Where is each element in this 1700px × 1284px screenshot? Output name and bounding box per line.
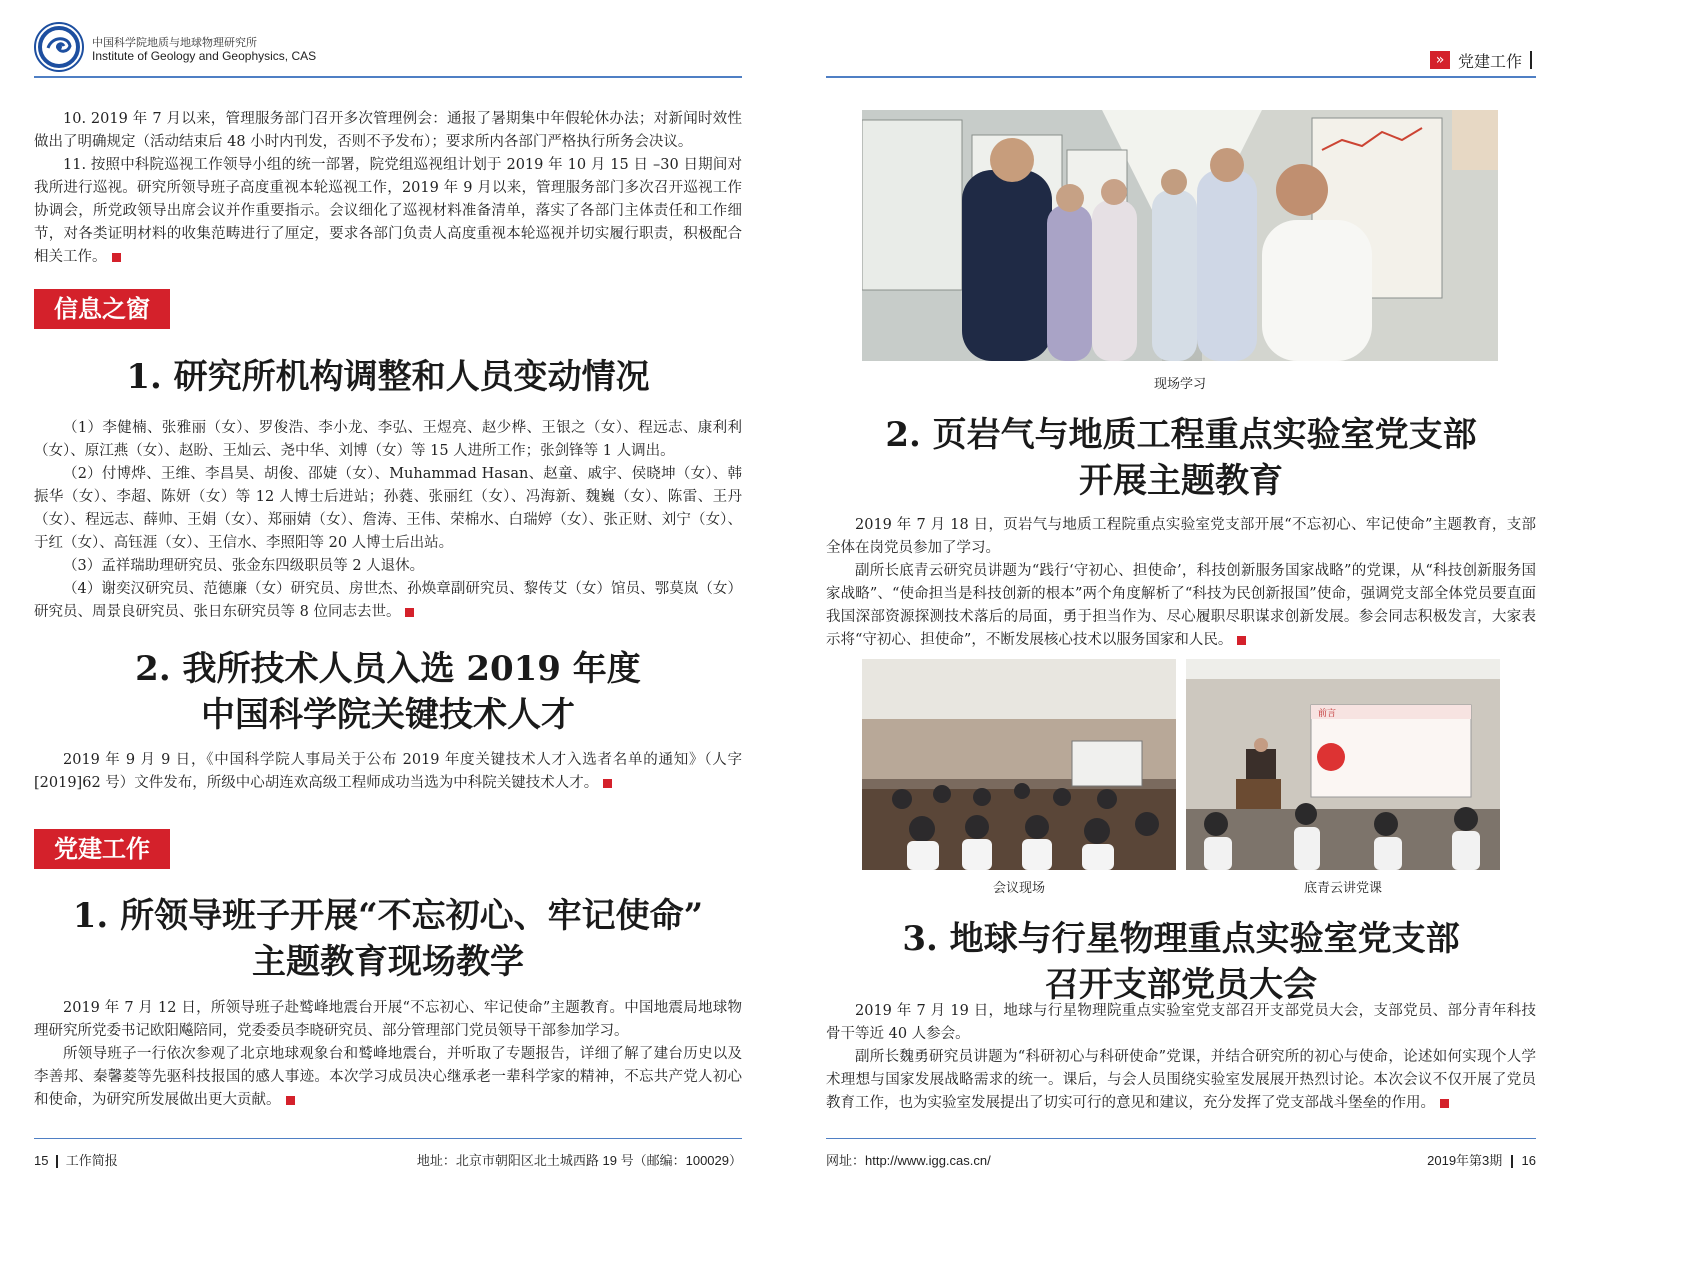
header-org-en: Institute of Geology and Geophysics, CAS — [92, 49, 317, 63]
lecture-slide-title: 前言 — [1318, 708, 1337, 718]
info-article1-para-3: （3）孟祥瑞助理研究员、张金东四级职员等 2 人退休。 — [63, 558, 425, 574]
section-label-party: 党建工作 — [34, 829, 170, 869]
photo-field-study — [862, 110, 1498, 361]
footer-divider — [56, 1155, 58, 1168]
party-article1-para-2-wrap — [34, 1043, 742, 1112]
footer-rule-left — [34, 1138, 742, 1139]
footer-page-right: 16 — [1521, 1153, 1536, 1168]
right-article2-title-line2: 开展主题教育 — [1079, 461, 1283, 501]
intro-para-2-wrap — [34, 154, 742, 269]
right-article2-title-line1: 2. 页岩气与地质工程重点实验室党支部 — [885, 415, 1477, 455]
right-article3-title-line2: 召开支部党员大会 — [1045, 965, 1317, 1005]
info-article2-para-1: 2019 年 9 月 9 日，《中国科学院人事局关于公布 2019 年度关键技术人才入选者名单的通知》（人字 [2019]62 号）文件发布，所级中心胡连欢高级工程师成功当选为中科院关键技术人才。 — [34, 752, 742, 791]
footer-address: 地址：北京市朝阳区北土城西路 19 号（邮编：100029） — [416, 1153, 742, 1168]
section-tag-bar — [1530, 51, 1532, 69]
info-article1-para-4: （4）谢奕汉研究员、范德廉（女）研究员、房世杰、孙焕章副研究员、黎传艾（女）馆员、鄂莫岚（女）研究员、周景良研究员、张日东研究员等 8 位同志去世。 — [34, 581, 742, 620]
left-intro — [34, 108, 742, 269]
photo-field-study-caption: 现场学习 — [1153, 377, 1206, 392]
right-article2-body — [826, 514, 1536, 652]
info-article1-title: 1. 研究所机构调整和人员变动情况 — [126, 357, 650, 397]
end-mark-icon — [405, 608, 414, 617]
info-article1-body — [34, 417, 742, 624]
photo-lecture-caption: 底青云讲党课 — [1303, 881, 1382, 896]
end-mark-icon — [286, 1096, 295, 1105]
right-article3-para-1: 2019 年 7 月 19 日，地球与行星物理院重点实验室党支部召开支部党员大会，支部党员、部分青年科技骨干等近 40 人参会。 — [826, 1003, 1536, 1042]
end-mark-icon — [1237, 636, 1246, 645]
end-mark-icon — [603, 779, 612, 788]
photo-lecture — [1186, 659, 1500, 870]
footer-right — [826, 1150, 1536, 1170]
info-article2-title — [34, 646, 742, 738]
party-article1-title-line2: 主题教育现场教学 — [252, 942, 524, 982]
info-article2-para-1-wrap — [34, 749, 742, 795]
footer-page-left: 15 — [34, 1153, 49, 1168]
party-article1-para-1: 2019 年 7 月 12 日，所领导班子赴鹫峰地震台开展“不忘初心、牢记使命”主题教育。中国地震局地球物理研究所党委书记欧阳飚陪同，党委委员李晓研究员、部分管理部门党员领导干部参加学习。 — [34, 1000, 742, 1039]
party-article1-body — [34, 997, 742, 1112]
header-org-cn: 中国科学院地质与地球物理研究所 — [92, 37, 257, 49]
info-article2-title-line2: 中国科学院关键技术人才 — [201, 695, 575, 735]
right-article3-para-2: 副所长魏勇研究员讲题为“科研初心与科研使命”党课，并结合研究所的初心与使命，论述如何实现个人学术理想与国家发展战略需求的统一。课后，与会人员围绕实验室发展展开热烈讨论。本次会议不仅开展了党员教育工作，也为实验室发展提出了切实可行的意见和建议，充分发挥了党支部战斗堡垒的作用。 — [826, 1049, 1536, 1111]
right-article2-para-2-wrap — [826, 560, 1536, 652]
header-rule-left — [34, 76, 742, 78]
party-article1-para-2: 所领导班子一行依次参观了北京地球观象台和鹫峰地震台，并听取了专题报告，详细了解了建台历史以及李善邦、秦馨菱等先驱科技报国的感人事迹。本次学习成员决心继承老一辈科学家的精神，不忘共产党人初心和使命，为研究所发展做出更大贡献。 — [34, 1046, 742, 1108]
photo-meeting — [862, 659, 1176, 870]
footer-right-meta — [1427, 1150, 1536, 1169]
header-rule-right — [826, 76, 1536, 78]
info-article1-para-4-wrap — [34, 578, 742, 624]
right-article2-para-1: 2019 年 7 月 18 日，页岩气与地质工程院重点实验室党支部开展“不忘初心、牢记使命”主题教育，支部全体在岗党员参加了学习。 — [826, 517, 1536, 556]
right-article3-title — [826, 916, 1536, 1008]
party-article1-title — [34, 893, 742, 985]
info-article2-body — [34, 749, 742, 795]
info-article1-para-2: （2）付博烨、王维、李昌昊、胡俊、邵婕（女）、Muhammad Hasan、赵童、戚宇、侯晓坤（女）、韩振华（女）、李超、陈妍（女）等 12 人博士后进站；孙蕤、张丽红（女）、冯海新、魏巍（女）、陈雷、王丹（女）、程远志、薛帅、王娟（女）、郑丽婧（女）、詹涛、王伟、荣棉水、白瑞婷（女）、张正财、刘宁（女）、于红（女）、高钰涯（女）、王信水、李照阳等 20 人博士后出站。 — [34, 466, 742, 551]
right-article2-para-2: 副所长底青云研究员讲题为“践行‘守初心、担使命’，科技创新服务国家战略”的党课，从“科技创新服务国家战略”、“使命担当是科技创新的根本”两个角度解析了“科技为民创新报国”使命，强调党支部全体党员要直面我国深部资源探测技术落后的局面，勇于担当作为、尽心履职尽职谋求创新发展。参会同志积极发言，大家表示将“守初心、担使命”，不断发展核心技术以服务国家和人民。 — [826, 563, 1536, 648]
section-label-info: 信息之窗 — [34, 289, 170, 329]
double-chevron-icon: » — [1430, 51, 1450, 69]
right-article3-title-line1: 3. 地球与行星物理重点实验室党支部 — [902, 919, 1460, 959]
institute-logo — [34, 22, 84, 72]
info-article2-title-line1: 2. 我所技术人员入选 2019 年度 — [135, 649, 641, 689]
intro-para-1: 10. 2019 年 7 月以来，管理服务部门召开多次管理例会：通报了暑期集中年假轮休办法；对新闻时效性做出了明确规定（活动结束后 48 小时内刊发，否则不予发布）；要求所内各部门严格执行所务会决议。 — [34, 111, 742, 150]
footer-divider — [1511, 1155, 1513, 1168]
section-tag — [1430, 50, 1532, 70]
footer-publication: 工作简报 — [65, 1153, 118, 1168]
info-article1-para-1: （1）李健楠、张雅丽（女）、罗俊浩、李小龙、李弘、王煜亮、赵少桦、王银之（女）、程远志、康利利（女）、原江燕（女）、赵盼、王灿云、尧中华、刘博（女）等 15 人进所工作；张剑锋等 1 人调出。 — [34, 420, 742, 459]
end-mark-icon — [1440, 1099, 1449, 1108]
right-article2-title — [826, 412, 1536, 504]
footer-left — [34, 1150, 742, 1170]
footer-rule-right — [826, 1138, 1536, 1139]
footer-issue: 2019年第3期 — [1427, 1153, 1503, 1168]
right-article3-body — [826, 1000, 1536, 1115]
footer-url: 网址：http://www.igg.cas.cn/ — [826, 1153, 991, 1168]
photo-meeting-caption: 会议现场 — [992, 881, 1045, 896]
party-article1-title-line1: 1. 所领导班子开展“不忘初心、牢记使命” — [72, 896, 704, 936]
section-tag-label: 党建工作 — [1458, 53, 1523, 71]
right-article3-para-2-wrap — [826, 1046, 1536, 1115]
end-mark-icon — [112, 253, 121, 262]
intro-para-2: 11. 按照中科院巡视工作领导小组的统一部署，院党组巡视组计划于 2019 年 10 月 15 日 –30 日期间对我所进行巡视。研究所领导班子高度重视本轮巡视工作，2019 年 9 月以来，管理服务部门多次召开巡视工作协调会，所党政领导出席会议并作重要指示。会议细化了巡视材料准备清单，落实了各部门主体责任和工作细节，对各类证明材料的收集范畴进行了厘定，要求各部门负责人高度重视本轮巡视并切实履行职责，积极配合相关工作。 — [34, 157, 742, 265]
